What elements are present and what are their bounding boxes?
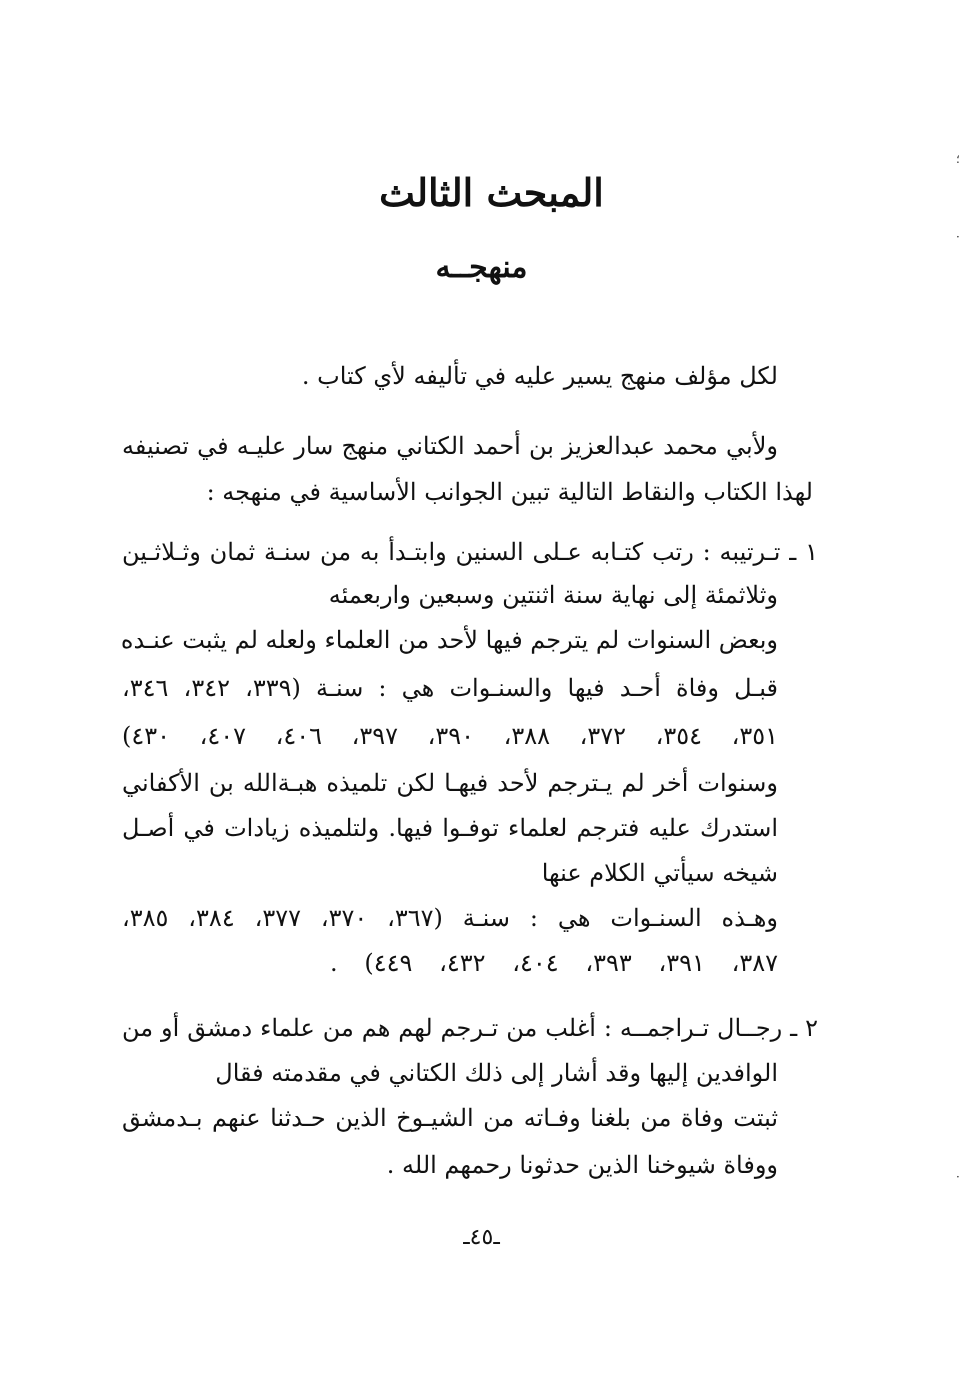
list-item-line: ووفاة شيوخنا الذين حدثونا رحمهم الله . (386, 1151, 778, 1179)
paragraph-line: ولأبي محمد عبدالعزيز بن أحمد الكتاني منهج سار عليـه في تصنيفه (122, 432, 778, 460)
scan-mark: ؛ (956, 152, 960, 166)
list-item-line: وهـذه السنـوات هي : سنـة (٣٦٧، ٣٧٠، ٣٧٧، ٣٨٤، ٣٨٥، (122, 904, 778, 932)
list-item-line: استدرك عليه فترجم لعلماء توفـوا فيها. ولتلميذه زيادات في أصـل (122, 814, 778, 842)
paragraph-line: لهذا الكتاب والنقاط التالية تبين الجوانب الأساسية في منهجه : (206, 478, 813, 506)
scan-mark: · (956, 230, 960, 244)
chapter-subtitle: منهجــه (435, 250, 528, 285)
list-item-line: الوافدين إليها وقد أشار إلى ذلك الكتاني في مقدمته فقال (215, 1059, 778, 1087)
intro-line: لكل مؤلف منهج يسير عليه في تأليفه لأي كتاب . (301, 362, 778, 390)
page-number: ـ٤٥ـ (463, 1225, 500, 1250)
list-item-line: شيخه سيأتي الكلام عنها (541, 859, 778, 887)
list-item-line: وسنوات أخر لم يـترجم لأحد فيهـا لكن تلميذه هبـةالله بن الأكفاني (122, 769, 778, 797)
list-item-line: وبعض السنوات لم يترجم فيها لأحد من العلماء ولعله لم يثبت عنـده (120, 626, 778, 654)
list-item-line: ٣٥١، ٣٥٤، ٣٧٢، ٣٨٨، ٣٩٠، ٣٩٧، ٤٠٦، ٤٠٧، ٤٣٠) (122, 722, 779, 750)
scan-mark: · (956, 1170, 960, 1184)
list-item-line: ٢ ـ رجــال تـراجمــه : أغلب من تـرجم لهم هم من علماء دمشق أو من (122, 1014, 818, 1042)
list-item-line: ثبتت وفاة من بلغنا وفـاته من الشيـوخ الذين حـدثنا عنهم بـدمشق (122, 1104, 778, 1132)
list-item-line: ١ ـ تـرتيبه : رتب كتـابه عـلى السنين وابتـدأ به من سنـة ثمان وثـلاثـين (122, 538, 818, 566)
chapter-title: المبحث الثالث (379, 170, 604, 215)
list-item-line: قبـل وفاة أحـد فيها والسنـوات هي : سنـة (٣٣٩، ٣٤٢، ٣٤٦، (122, 674, 779, 702)
list-item-line: وثلاثمئة إلى نهاية سنة اثنتين وسبعين واربعمئه (328, 581, 778, 609)
list-item-line: ٣٨٧، ٣٩١، ٣٩٣، ٤٠٤، ٤٣٢، ٤٤٩) . (330, 949, 778, 977)
